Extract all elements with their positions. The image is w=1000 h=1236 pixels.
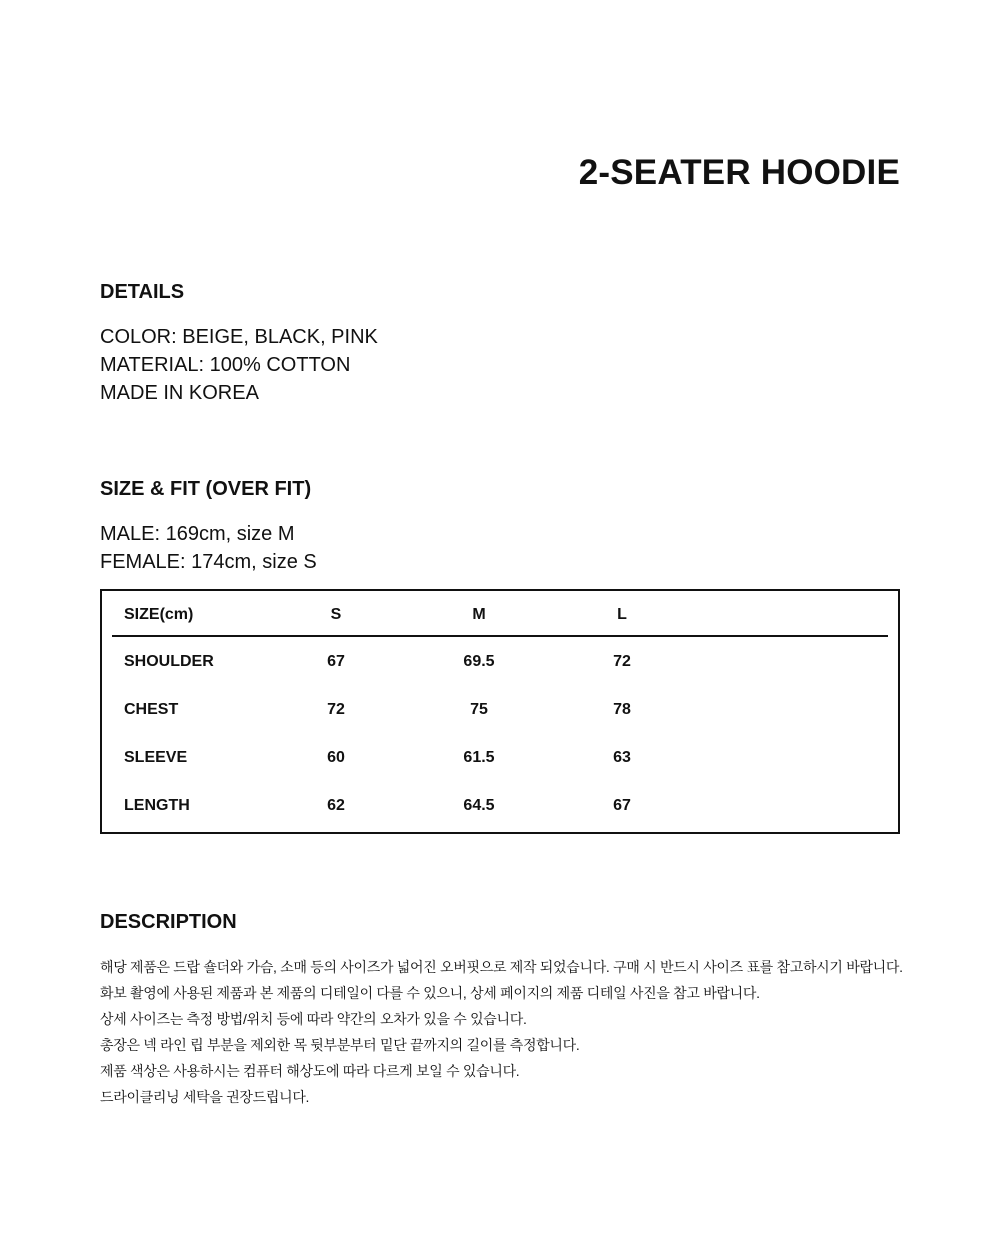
description-line: 화보 촬영에 사용된 제품과 본 제품의 디테일이 다를 수 있으니, 상세 페이지의 제품 디테일 사진을 참고 바랍니다.: [100, 985, 760, 1001]
row-label: SHOULDER: [124, 653, 214, 670]
details-color: COLOR: BEIGE, BLACK, PINK: [100, 326, 378, 348]
table-header-cell: S: [330, 606, 342, 623]
table-cell: 67: [613, 797, 631, 814]
header-divider: [112, 635, 888, 637]
table-cell: 72: [327, 701, 345, 718]
table-header-cell: M: [472, 606, 486, 623]
row-label: LENGTH: [124, 797, 190, 814]
description-line: 총장은 넥 라인 립 부분을 제외한 목 뒷부분부터 밑단 끝까지의 길이를 측정합니다.: [100, 1037, 580, 1053]
table-header-cell: L: [617, 606, 627, 623]
table-cell: 69.5: [463, 653, 495, 670]
table-cell: 61.5: [463, 749, 495, 766]
details-origin: MADE IN KOREA: [100, 382, 259, 404]
description-line: 해당 제품은 드랍 숄더와 가슴, 소매 등의 사이즈가 넓어진 오버핏으로 제작 되었습니다. 구매 시 반드시 사이즈 표를 참고하시기 바랍니다.: [100, 959, 903, 975]
table-cell: 60: [327, 749, 345, 766]
table-cell: 63: [613, 749, 631, 766]
product-title: 2-SEATER HOODIE: [578, 153, 900, 192]
details-heading: DETAILS: [100, 281, 185, 303]
description-line: 드라이클리닝 세탁을 권장드립니다.: [100, 1089, 310, 1105]
table-cell: 72: [613, 653, 631, 670]
row-label: CHEST: [124, 701, 179, 718]
table-cell: 78: [613, 701, 631, 718]
table-cell: 67: [327, 653, 345, 670]
model-male: MALE: 169cm, size M: [100, 523, 295, 545]
size-table: [100, 589, 900, 834]
table-cell: 62: [327, 797, 345, 814]
description-line: 제품 색상은 사용하시는 컴퓨터 해상도에 따라 다르게 보일 수 있습니다.: [100, 1063, 520, 1079]
table-cell: 64.5: [463, 797, 495, 814]
row-label: SLEEVE: [124, 749, 188, 766]
table-cell: 75: [470, 701, 488, 718]
details-material: MATERIAL: 100% COTTON: [100, 354, 351, 376]
size-fit-heading: SIZE & FIT (OVER FIT): [100, 478, 312, 500]
model-female: FEMALE: 174cm, size S: [100, 551, 317, 573]
table-header-cell: SIZE(cm): [124, 606, 194, 623]
description-heading: DESCRIPTION: [100, 911, 237, 933]
description-line: 상세 사이즈는 측정 방법/위치 등에 따라 약간의 오차가 있을 수 있습니다.: [100, 1011, 527, 1027]
